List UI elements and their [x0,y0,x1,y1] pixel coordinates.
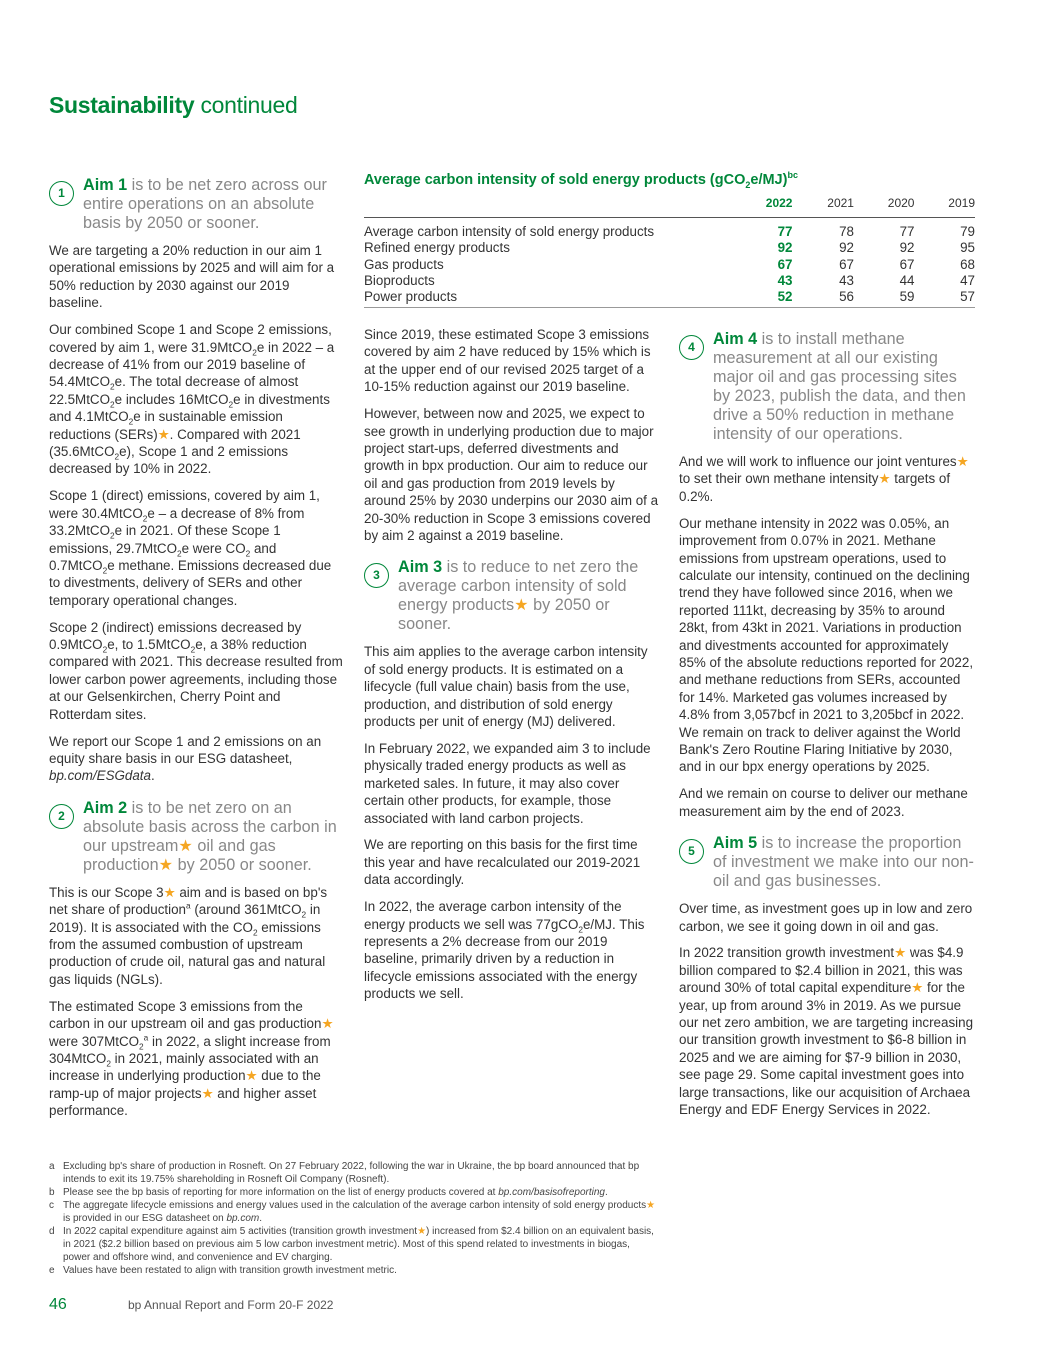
star-icon: ★ [201,1085,214,1101]
aim-2 [49,799,343,875]
cell-2022: 77 [777,224,793,239]
paragraph: In 2022 transition growth investment★ was $4.9 billion compared to $2.4 billion in 2021, this was around 30% of total capital expenditure★ for the year, up from around 3% in 2019. As we pursue our net zero ambition, we are targeting increasing our transition growth investment to $6-8 billion in 2025 and we are aiming for $7-9 billion in 2030, see page 29. Some capital investment goes into large transactions, like our acquisition of Archaea Energy and EDF Energy Services in 2022. [679,945,974,1118]
table-header-row [364,196,975,218]
star-icon: ★ [158,855,174,874]
cell-2020: 59 [854,289,914,308]
paragraph: Scope 2 (indirect) emissions decreased by 0.9MtCO$_2$e, to 1.5MtCO$_2$e, a 38% reduction compared with 2021. This decrease resulted from lower carbon power agreements, including those at our Gelsenkirchen, Cherry Point and Rotterdam sites. [49,619,343,722]
paragraph: This is our Scope 3★ aim and is based on bp's net share of production$^a$ (around 361MtCO$_2$ in 2019). It is associated with the $CO_2$ emissions from the assumed combustion of upstream production of crude oil, natural gas and natural gas liquids (NGLs). [49,884,328,987]
cell-2021: 56 [792,289,854,308]
star-icon: ★ [321,1016,334,1032]
row-label: Refined energy products [364,240,510,256]
row-label: Bioproducts [364,272,435,288]
title-continued: continued [200,92,298,118]
star-icon: ★ [956,454,969,469]
aim-1 [49,176,343,233]
paragraph: Our combined Scope 1 and Scope 2 emissions, covered by aim 1, were 31.9MtCO$_2$e in 2022 – a decrease of 41% from our 2019 baseline of 54.4MtCO$_2$e. The total decrease of almost 22.5MtCO$_2$e includes 16MtCO$_2$e in divestments and 4.1MtCO$_2$e in sustainable emission reductions (SERs)★. Compared with 2021 (35.6MtCO$_2$e), Scope 1 and 2 emissions decreased by 10% in 2022. [49,322,335,477]
paragraph: We are targeting a 20% reduction in our aim 1 operational emissions by 2025 and will aim for a 50% reduction by 2030 against our 2019 baseline. [49,243,335,311]
cell-2022: 67 [777,256,793,272]
cell-2020: 67 [899,256,915,272]
column-1 [49,176,343,1129]
paragraph: Scope 1 (direct) emissions, covered by aim 1, were 30.4MtCO$_2$e – a decrease of 8% from 33.2MtCO$_2$e in 2021. Of these Scope 1 emissions, 29.7MtCO$_2$e were $CO_2$ and 0.7MtCO$_2$e methane. Emissions decreased due to divestments, delivery of SERs and other temporary operational changes. [49,488,332,608]
star-icon: ★ [646,1200,656,1211]
paragraph: The estimated Scope 3 emissions from the carbon in our upstream oil and gas production★ were 307MtCO$_2^a$ in 2022, a slight increase from 304MtCO$_2$ in 2021, mainly associated with an increase in underlying production★ due to the ramp-up of major projects★ and higher asset performance. [49,998,334,1119]
paragraph: In 2022, the average carbon intensity of the energy products we sell was 77gCO$_2$e/MJ. This represents a 2% decrease from our 2019 baseline, primarily driven by a reduction in lifecycle emissions associated with the energy products we sell. [364,899,645,1002]
paragraph: And we remain on course to deliver our methane measurement aim by the end of 2023. [679,786,968,819]
cell-2019: 57 [914,289,975,308]
paragraph: We are reporting on this basis for the first time this year and have recalculated our 2019-2021 data accordingly. [364,837,641,888]
row-label: Power products [364,289,722,308]
table-row [364,257,975,273]
star-icon: ★ [163,884,176,900]
esg-link[interactable]: bp.com/ESGdata [49,768,151,784]
cell-2022: 52 [722,289,793,308]
footnote-e: e Values have been restated to align with transition growth investment metric. [49,1265,397,1276]
cell-2019: 47 [960,272,975,288]
star-icon: ★ [178,836,193,855]
cell-2019: 79 [960,224,975,239]
aim-3-text: Aim 3 is to reduce to net zero the average carbon intensity of sold energy products★ by 2050 or sooner. [398,558,639,634]
aim-4-number-badge: 4 [679,335,704,360]
footnote-b: b Please see the bp basis of reporting for more information on the list of energy products covered at bp.com/basisofreporting. [49,1187,608,1198]
paragraph: In February 2022, we expanded aim 3 to include physically traded energy products as well as marketed sales. In future, it may also cover certain other products, for example, those associated with land carbon projects. [364,740,651,826]
star-icon: ★ [157,426,170,442]
year-header: 2020 [854,196,914,218]
paragraph: And we will work to influence our joint ventures★ to set their own methane intensity★ targets of 0.2%. [679,454,969,504]
aim-5 [679,834,976,891]
table-row [364,240,975,256]
footnote-d: d In 2022 capital expenditure against aim 5 activities (transition growth investment★) increased from $2.4 billion on an equivalent basis, in 2021 ($2.2 billion based on previous aim 5 low carbon investment metric). Most of this spend related to investments in biogas, power and offshore wind, and convenience and EV charging. [49,1226,654,1263]
basis-of-reporting-link[interactable]: bp.com/basisofreporting [498,1187,605,1198]
cell-2020: 77 [899,224,915,239]
column-3 [679,330,976,1128]
cell-2021: 43 [839,272,854,288]
row-label: Average carbon intensity of sold energy products [364,224,655,239]
paragraph: Since 2019, these estimated Scope 3 emissions covered by aim 2 have reduced by 15% which is at the upper end of our revised 2025 target of a 10-15% reduction against our 2019 baseline. [364,327,651,395]
footnote-a: a Excluding bp's share of production in Rosneft. On 27 February 2022, following the war in Ukraine, the bp board announced that bp intends to exit its 19.75% shareholding in Rosneft Oil Company (Rosneft). [49,1161,640,1185]
page-title [49,92,298,119]
report-name: bp Annual Report and Form 20-F 2022 [128,1298,334,1312]
year-header: 2022 [722,196,793,218]
aim-3-number-badge: 3 [364,563,389,588]
footnote-c: c The aggregate lifecycle emissions and energy values used in the calculation of the average carbon intensity of sold energy products★ is provided in our ESG datasheet on bp.com. [49,1200,656,1224]
aim-1-number-badge: 1 [49,181,74,206]
paragraph: Over time, as investment goes up in low and zero carbon, we see it going down in oil and gas. [679,901,973,934]
star-icon: ★ [514,596,529,615]
aim-4-text: Aim 4 is to install methane measurement at all our existing major oil and gas processing sites by 2023, publish the data, and then drive a 50% reduction in methane intensity of our operations. [713,330,966,443]
cell-2020: 44 [899,272,915,288]
aim-1-text: Aim 1 is to be net zero across our entire operations on an absolute basis by 2050 or sooner. [83,176,327,232]
paragraph: Our methane intensity in 2022 was 0.05%, an improvement from 0.07% in 2021. Methane emissions from upstream operations, used to calculate our intensity, continued on the declining trend they have followed since 2016, when we reported 111kt, decreasing by 35% to around 28kt, from 43kt in 2021. Variations in production and divestments accounted for approximately 85% of the absolute reductions reported for 2022, and methane reductions from SERs, accounted for 14%. Marketed gas volumes increased by 4.8% from 3,057bcf in 2021 to 3,205bcf in 2022. We remain on track to deliver against the World Bank's Zero Routine Flaring Initiative by 2030, and in our bpx energy operations by 2025. [679,515,974,775]
aim-5-number-badge: 5 [679,839,704,864]
aim-2-number-badge: 2 [49,804,74,829]
table-row [364,218,975,241]
star-icon: ★ [911,980,924,996]
year-header: 2021 [792,196,854,218]
star-icon: ★ [894,945,907,961]
star-icon: ★ [417,1226,427,1237]
cell-2021: 78 [839,224,854,239]
aim-2-text: Aim 2 is to be net zero on an absolute basis across the carbon in our upstream★ oil and gas production★ by 2050 or sooner. [83,798,337,874]
table-title: Average carbon intensity of sold energy products $(gCO_2e/MJ)^{bc}$ [364,170,798,190]
cell-2022: 92 [777,240,793,256]
cell-2022: 43 [777,272,793,288]
paragraph: We report our Scope 1 and 2 emissions on an equity share basis in our ESG datasheet, bp.com/ESGdata. [49,733,322,784]
year-header: 2019 [914,196,975,218]
aim-3 [364,558,660,634]
cell-2019: 95 [960,240,975,256]
cell-2020: 92 [899,240,915,256]
paragraph: This aim applies to the average carbon intensity of sold energy products. It is estimated on a lifecycle (full value chain) basis from the use, production, and distribution of sold energy products per unit of energy (MJ) delivered. [364,644,648,729]
row-label: Gas products [364,256,444,272]
bp-link[interactable]: bp.com [226,1213,260,1224]
column-2 [364,326,660,1012]
aim-5-text: Aim 5 is to increase the proportion of investment we make into our non-oil and gas businesses. [713,834,974,891]
carbon-intensity-table [364,196,975,308]
star-icon: ★ [245,1068,258,1084]
cell-2021: 92 [839,240,854,256]
table-row [364,273,975,289]
paragraph: However, between now and 2025, we expect to see growth in underlying production due to major project start-ups, deferred divestments and growth in bpx production. Our aim to reduce our oil and gas production from 2019 levels by around 25% by 2030 underpins our 2030 aim of a 20-30% reduction in Scope 3 emissions covered by aim 2 against a 2019 baseline. [364,406,659,543]
cell-2019: 68 [960,256,975,272]
page-number: 46 [49,1296,67,1313]
cell-2021: 67 [839,256,854,272]
title-bold: Sustainability [49,92,195,118]
aim-4 [679,330,976,444]
table-row [364,289,975,308]
star-icon: ★ [878,471,891,487]
footnotes [49,1160,659,1277]
